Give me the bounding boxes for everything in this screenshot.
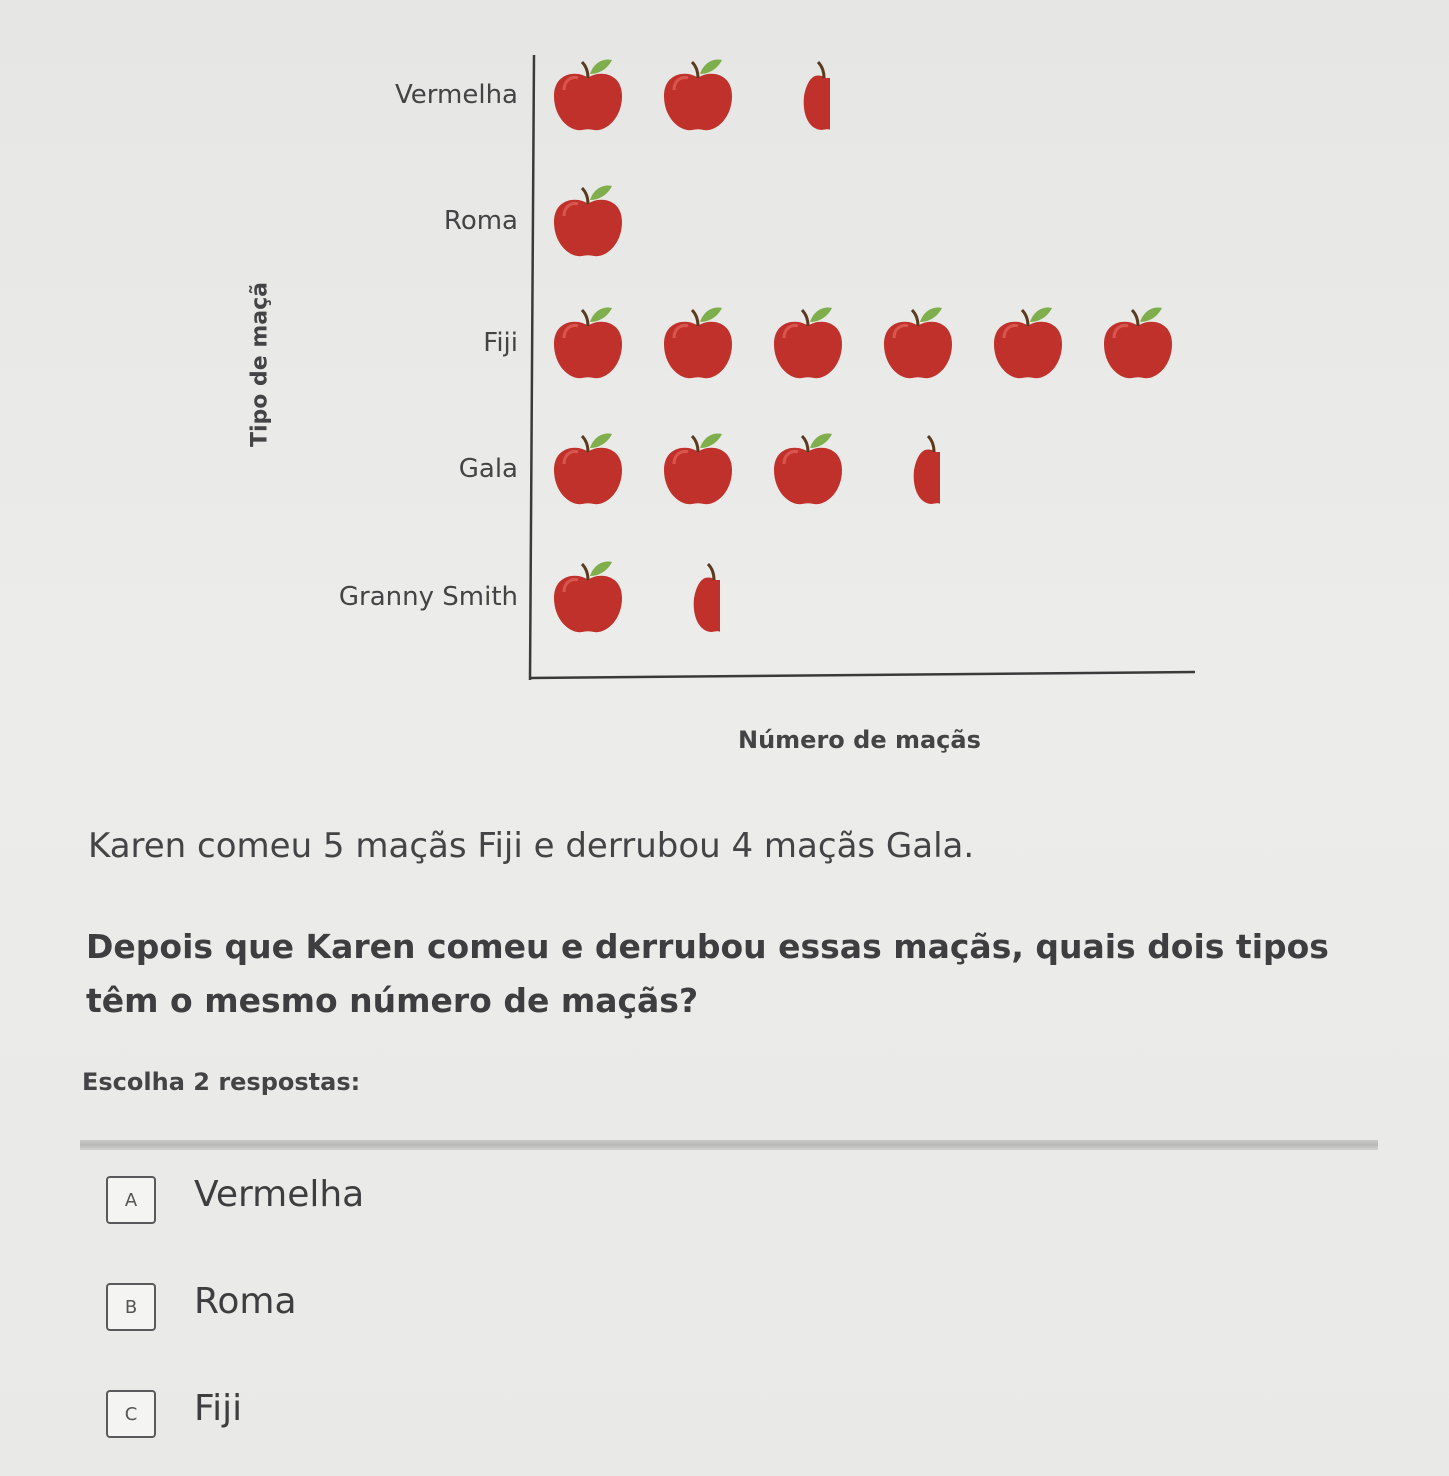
x-axis-title: Número de maçãs xyxy=(738,726,981,754)
choice-c-checkbox[interactable]: C xyxy=(106,1390,156,1438)
divider xyxy=(80,1140,1378,1150)
problem-statement: Karen comeu 5 maçãs Fiji e derrubou 4 maçãs Gala. xyxy=(88,826,975,866)
apple-icon xyxy=(554,186,622,257)
apple-icon xyxy=(554,434,622,505)
choice-a[interactable] xyxy=(102,1170,702,1226)
apple-icon xyxy=(664,434,732,505)
apple-icon xyxy=(774,434,842,505)
category-label: Vermelha xyxy=(395,80,518,110)
apple-icon xyxy=(884,308,952,379)
y-axis-line xyxy=(530,55,534,680)
apple-icon xyxy=(554,308,622,379)
apple-icon xyxy=(554,562,622,633)
choice-a-label: Vermelha xyxy=(194,1174,365,1215)
choice-b[interactable] xyxy=(102,1277,702,1333)
category-label: Gala xyxy=(458,454,518,484)
choice-b-checkbox[interactable]: B xyxy=(106,1283,156,1331)
apple-icon xyxy=(664,60,732,131)
half-apple-icon xyxy=(694,564,720,632)
apple-icon xyxy=(774,308,842,379)
choice-a-checkbox[interactable]: A xyxy=(106,1176,156,1224)
choice-c[interactable] xyxy=(102,1384,702,1440)
choice-b-label: Roma xyxy=(194,1281,297,1322)
category-label: Granny Smith xyxy=(338,582,518,612)
category-label: Roma xyxy=(443,206,518,236)
apple-icon xyxy=(994,308,1062,379)
apple-icon xyxy=(554,60,622,131)
apple-icon xyxy=(1104,308,1172,379)
y-axis-title: Tipo de maçã xyxy=(247,281,273,448)
half-apple-icon xyxy=(804,62,830,130)
answer-instruction: Escolha 2 respostas: xyxy=(82,1068,361,1096)
x-axis-line xyxy=(529,672,1195,678)
half-apple-icon xyxy=(914,436,940,504)
apple-icon xyxy=(664,308,732,379)
question-text: Depois que Karen comeu e derrubou essas maçãs, quais dois tipos têm o mesmo número de maçãs? xyxy=(86,927,1329,1020)
category-label: Fiji xyxy=(483,328,518,358)
choice-c-label: Fiji xyxy=(194,1388,243,1429)
